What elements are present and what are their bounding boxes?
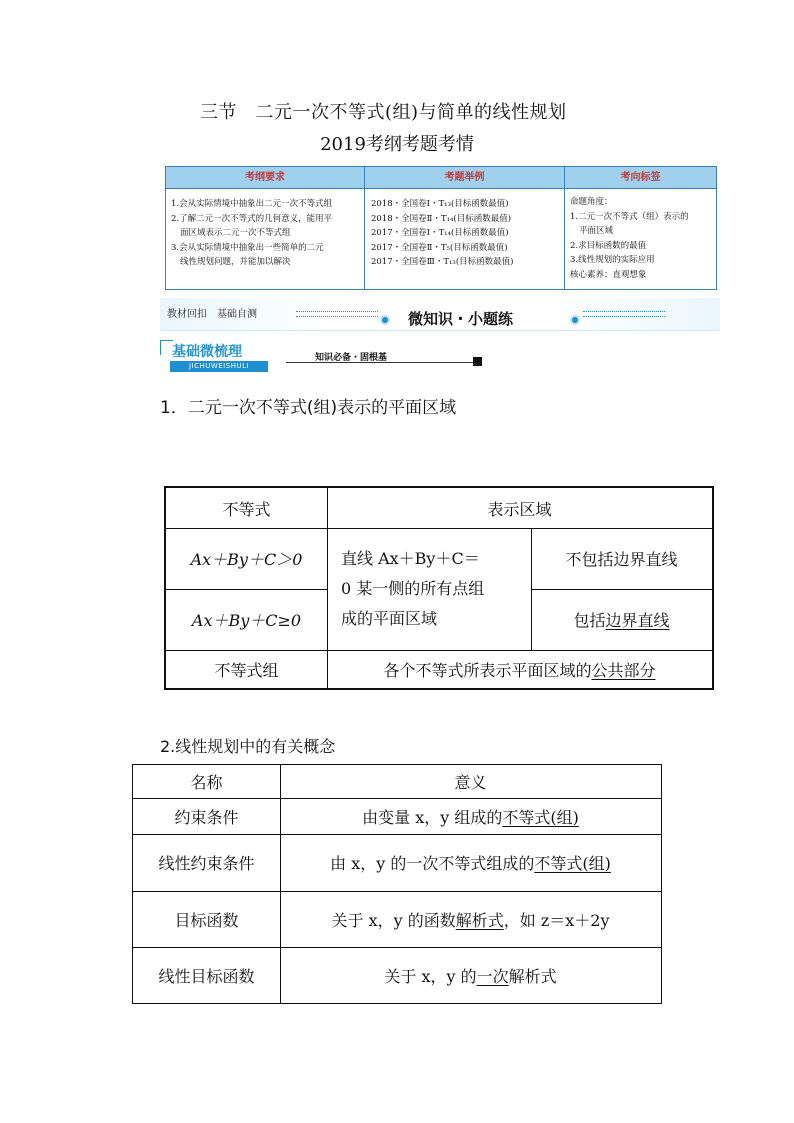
t2-meaning-underlined: 解析式	[455, 910, 504, 930]
exam-col-requirements	[166, 188, 365, 289]
requirement-line: 线性规划问题，并能加以解决	[180, 257, 291, 267]
t1-system-desc	[327, 650, 712, 688]
t1-merged-region-desc	[327, 528, 531, 650]
requirement-line: 3.会从实际情境中抽象出一些简单的二元	[171, 242, 324, 253]
section-square-icon	[473, 357, 482, 366]
t1-include-pre: 包括	[573, 611, 606, 630]
example-line: 2018・全国卷Ⅰ・T₁₃(目标函数最值)	[371, 199, 509, 209]
t2-meaning-pre: 由 x，y 的一次不等式组成的	[330, 854, 535, 873]
t1-merged-line: 直线 Ax＋By＋C＝	[341, 549, 480, 568]
section-tag: 知识必备・固根基	[315, 353, 388, 363]
t2-row-meaning	[280, 947, 661, 1003]
banner-dot-icon	[570, 315, 580, 325]
t2-header-name: 名称	[190, 773, 223, 792]
heading-1: 1．二元一次不等式(组)表示的平面区域	[160, 398, 457, 418]
t2-meaning-post: 解析式	[508, 966, 557, 986]
t1-header-inequality: 不等式	[222, 499, 271, 519]
example-line: 2017・全国卷Ⅰ・T₁₄(目标函数最值)	[371, 228, 509, 238]
exam-header-requirements: 考纲要求	[166, 167, 365, 188]
banner-dot-icon	[380, 315, 390, 325]
t2-meaning-underlined: 一次	[476, 966, 509, 986]
exam-col-tags	[565, 188, 716, 289]
banner-left-label: 教材回扣 基础自测	[167, 309, 257, 320]
exam-header-tags: 考向标签	[565, 167, 716, 188]
tag-line: 核心素养：直观想象	[570, 269, 647, 280]
t1-header-region: 表示区域	[487, 499, 552, 519]
banner-dots-left	[296, 311, 378, 317]
section-title: 基础微梳理	[172, 344, 242, 360]
t1-exclude-boundary: 不包括边界直线	[565, 550, 678, 569]
t1-inequality-nonstrict: Ax＋By＋C≥0	[191, 611, 302, 630]
t2-row-name: 线性约束条件	[158, 854, 255, 873]
t1-system-pre: 各个不等式所表示平面区域的	[383, 660, 592, 680]
t2-meaning-underlined: 不等式(组)	[534, 854, 611, 873]
t2-row-name: 目标函数	[174, 910, 239, 930]
tag-line: 3.线性规划的实际应用	[570, 255, 655, 265]
page-title: 三节 二元一次不等式(组)与简单的线性规划	[200, 102, 567, 123]
linear-programming-concepts-table	[132, 764, 662, 1004]
example-line: 2017・全国卷Ⅱ・T₅(目标函数最值)	[371, 242, 508, 253]
exam-col-examples	[365, 188, 565, 289]
t2-meaning-pre: 关于 x，y 的	[384, 966, 477, 986]
exam-overview-table	[165, 166, 717, 290]
banner-divider	[160, 330, 720, 331]
t2-row-meaning	[280, 798, 661, 834]
requirement-line: 2.了解二元一次不等式的几何意义，能用平	[171, 213, 333, 224]
t2-row-name: 线性目标函数	[158, 966, 255, 986]
tag-line: 命题角度：	[570, 197, 613, 207]
t2-meaning-post: ，如 z＝x＋2y	[503, 910, 610, 930]
inequality-region-table	[164, 486, 714, 690]
t1-merged-line: 0 某一侧的所有点组	[341, 579, 485, 598]
t2-row-meaning	[280, 834, 661, 891]
heading-2: 2.线性规划中的有关概念	[160, 737, 336, 756]
requirement-line: 1.会从实际情境中抽象出二元一次不等式组	[171, 199, 333, 209]
t1-merged-line: 成的平面区域	[341, 609, 438, 628]
t1-include-underlined: 边界直线	[605, 611, 670, 630]
tag-line: 2.求目标函数的最值	[570, 240, 647, 251]
t2-row-meaning	[280, 891, 661, 947]
t2-meaning-pre: 由变量 x，y 组成的	[362, 807, 503, 827]
requirement-line: 面区域表示二元一次不等式组	[180, 228, 291, 238]
example-line: 2017・全国卷Ⅲ・T₁₃(目标函数最值)	[371, 257, 514, 267]
t2-row-name: 约束条件	[174, 807, 239, 827]
exam-header-examples: 考题举例	[365, 167, 565, 188]
tag-line: 1.二元一次不等式（组）表示的	[570, 211, 689, 222]
banner-dots-right	[583, 311, 665, 317]
banner-main-title: 微知识・小题练	[408, 310, 514, 328]
page-subtitle: 2019考纲考题考情	[320, 134, 474, 155]
t1-system-label: 不等式组	[214, 660, 279, 680]
example-line: 2018・全国卷Ⅱ・T₁₄(目标函数最值)	[371, 213, 512, 224]
tag-line: 平面区域	[579, 226, 614, 236]
t1-include-boundary	[531, 589, 712, 650]
t2-header-meaning: 意义	[454, 773, 487, 792]
t1-system-underlined: 公共部分	[591, 660, 656, 680]
t2-meaning-underlined: 不等式(组)	[502, 807, 579, 827]
t2-meaning-pre: 关于 x，y 的函数	[331, 910, 456, 930]
section-pinyin: JICHUWEISHULI	[170, 361, 268, 372]
t1-inequality-strict: Ax＋By＋C＞0	[190, 550, 303, 569]
